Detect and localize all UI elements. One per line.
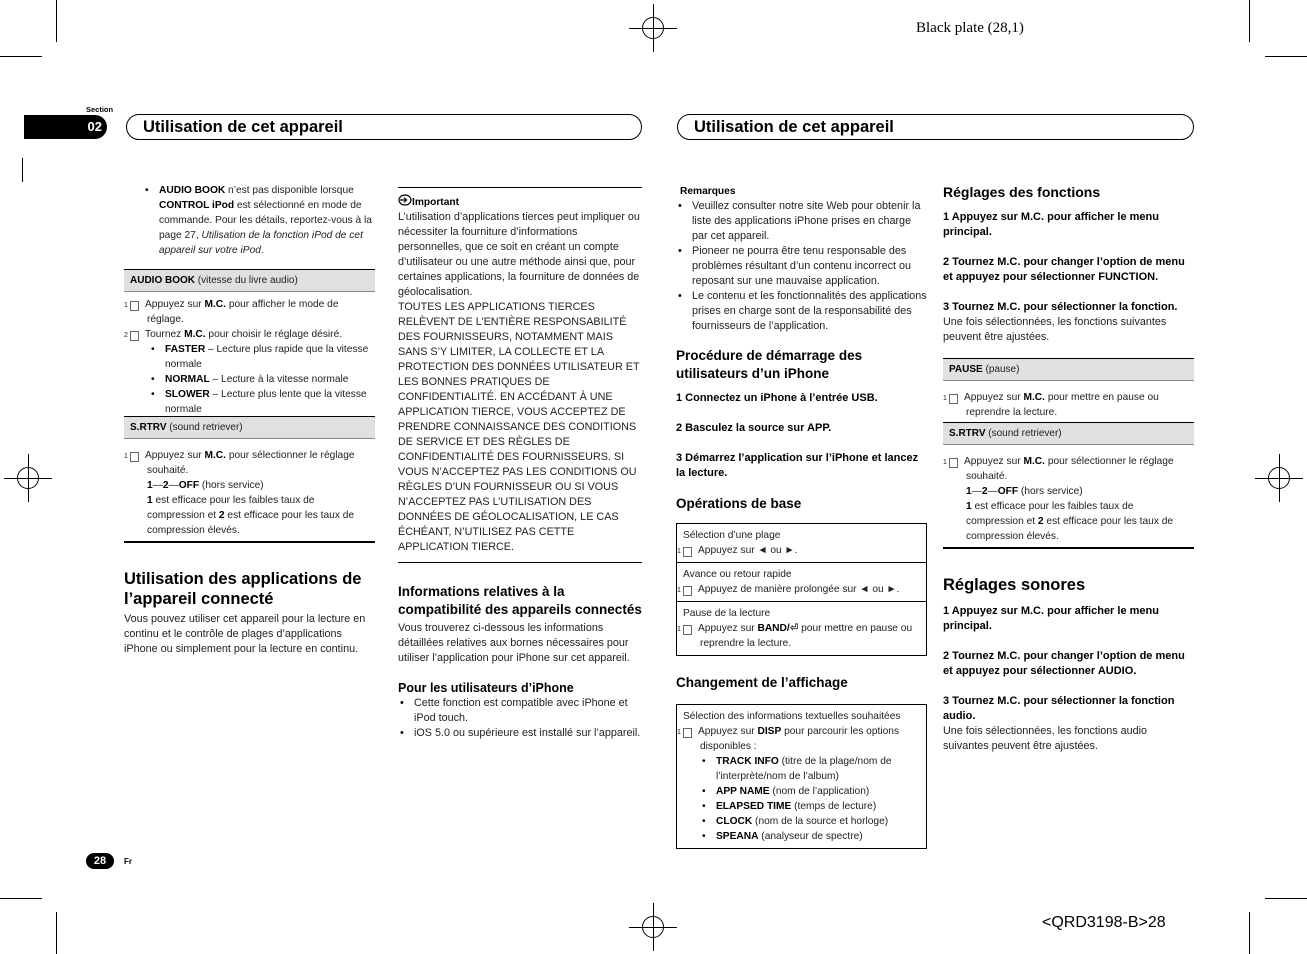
audiobook-term: AUDIO BOOK: [159, 185, 226, 196]
functions-heading: Réglages des fonctions: [943, 184, 1101, 200]
step-number-icon: 1: [683, 547, 692, 557]
disp-term: DISP: [757, 726, 782, 737]
explanation-text: est efficace pour les taux de compression élevés.: [147, 510, 355, 536]
registration-mark-icon: [17, 467, 39, 489]
option-term: FASTER: [165, 344, 206, 355]
srtrv-body: [124, 439, 375, 540]
functions-step-2: 2 Tournez M.C. pour changer l’option de menu et appuyez pour sélectionner FUNCTION.: [943, 256, 1185, 283]
column-2: [398, 187, 642, 741]
option-item: [149, 342, 375, 372]
audiobook-step-1: [124, 297, 375, 327]
audio-text: Une fois sélectionnées, les fonctions audio suivantes peuvent être ajustées.: [943, 724, 1148, 752]
srtrv-step: [943, 454, 1194, 484]
op-title: Sélection d’une plage: [683, 530, 781, 541]
mc-term: M.C.: [184, 329, 206, 340]
divider: [124, 541, 375, 543]
important-icon: [398, 194, 410, 205]
control-ipod-term: CONTROL iPod: [159, 200, 235, 211]
audio-heading: Réglages sonores: [943, 575, 1086, 594]
registration-mark-icon: [642, 17, 664, 39]
audiobook-note: [143, 183, 375, 258]
display-option: [700, 754, 920, 784]
value: 2: [981, 486, 988, 497]
step-number-icon: 1: [130, 452, 139, 462]
crop-mark: [1265, 56, 1307, 57]
separator: —: [152, 480, 163, 491]
separator: —: [168, 480, 179, 491]
value: 1: [966, 501, 972, 512]
step-number-icon: 1: [683, 728, 692, 738]
step-number-icon: 1: [949, 394, 958, 404]
display-option: [700, 799, 920, 814]
step-text: pour afficher le mode de réglage.: [147, 299, 339, 325]
note-item: • Le contenu et les fonctionnalités des applications prises en charge sont de la responsabilité des fournisseurs de l’application.: [676, 289, 927, 334]
audiobook-body: [124, 292, 375, 417]
mc-term: M.C.: [204, 299, 226, 310]
important-text: L’utilisation d’applications tierces peut impliquer ou nécessiter la fourniture d’informations personnelles, que ce soit en créant un compte d’utilisateur ou une autre méthode ainsi que, pour certaines applications, la fourniture de données de géolocalisation.: [398, 211, 640, 298]
op-text: Appuyez de manière prolongée sur ◄ ou ►.: [698, 584, 900, 595]
srtrv-header-desc: (sound retriever): [985, 428, 1062, 439]
apps-text: Vous pouvez utiliser cet appareil pour la lecture en continu et le contrôle de plages d’applications iPhone ou simplement pour la lecture en continu.: [124, 612, 366, 655]
startup-heading: Procédure de démarrage des utilisateurs d’un iPhone: [676, 348, 863, 381]
crop-mark: [1249, 912, 1250, 954]
display-step: [677, 724, 920, 754]
value: 1: [966, 486, 972, 497]
separator: —: [987, 486, 998, 497]
column-4: [943, 183, 1194, 754]
value-desc: (hors service): [199, 480, 264, 491]
srtrv-explanation: [130, 493, 375, 538]
basic-ops-heading: Opérations de base: [676, 496, 802, 511]
note-text: est sélectionné en mode de commande. Pour les détails, reportez-vous à la page 27,: [159, 200, 372, 241]
note-item: • Pioneer ne pourra être tenu responsable des problèmes résultant d’un contenu incorrect ou reposant sur une mauvaise application.: [676, 244, 927, 289]
value: 2: [218, 510, 225, 521]
value: 1: [147, 480, 153, 491]
audiobook-header-term: AUDIO BOOK: [130, 275, 195, 286]
crop-mark: [22, 158, 23, 182]
important-caps-text: TOUTES LES APPLICATIONS TIERCES RELÈVENT DE L’ENTIÈRE RESPONSABILITÉ DES FOURNISSEURS, NOTAMMENT MAIS SANS S’Y LIMITER, LA COLLECTE ET LA PROTECTION DES DONNÉES UTILISATEUR ET LES BONNES PRATIQUES DE CONFIDENTIALITÉ. EN ACCÉDANT À UNE APPLICATION TIERCE, VOUS ACCEPTEZ DE PRENDRE CONNAISSANCE DES CONDITIONS DE SERVICE ET DES RÈGLES DE CONFIDENTIALITÉ DES FOURNISSEURS. SI VOUS N’ACCEPTEZ PAS LES CONDITIONS OU RÈGLES D’UN FOURNISSEUR OU SI VOUS N’ACCEPTEZ PAS L’UTILISATION DES DONNÉES DE GÉOLOCALISATION, LE CAS ÉCHÉANT, N’UTILISEZ PAS CETTE APPLICATION TIERCE.: [398, 301, 640, 553]
column-1: [124, 183, 375, 657]
display-option: [700, 829, 920, 844]
iphone-bullet: • iOS 5.0 ou supérieure est installé sur l’appareil.: [398, 726, 642, 741]
op-text: Appuyez sur: [698, 623, 758, 634]
crop-mark: [56, 912, 57, 954]
mc-term: M.C.: [204, 450, 226, 461]
value: OFF: [997, 486, 1019, 497]
basic-op-row: [677, 524, 926, 562]
srtrv-header: [943, 422, 1194, 445]
step-text: pour sélectionner le réglage souhaité.: [966, 456, 1174, 482]
doc-code: <QRD3198-B>28: [1042, 914, 1166, 931]
note-text: n’est pas disponible lorsque: [225, 185, 354, 196]
step-text: Appuyez sur: [698, 726, 758, 737]
pause-header-desc: (pause): [982, 364, 1020, 375]
value: 2: [1037, 516, 1044, 527]
op-text: Appuyez sur ◄ ou ►.: [698, 545, 798, 556]
display-heading: Changement de l’affichage: [676, 675, 848, 690]
option-desc: (nom de la source et horloge): [752, 816, 889, 827]
srtrv-header: [124, 416, 375, 439]
option-desc: – Lecture plus lente que la vitesse normale: [165, 389, 367, 415]
op-step: [677, 543, 920, 558]
step-text: Appuyez sur: [964, 392, 1024, 403]
value: 2: [162, 480, 169, 491]
notes-heading: Remarques: [680, 186, 736, 197]
srtrv-body: [943, 445, 1194, 546]
srtrv-header-term: S.RTRV: [949, 428, 986, 439]
option-item: [149, 387, 375, 417]
audio-step-1: 1 Appuyez sur M.C. pour afficher le menu principal.: [943, 604, 1159, 632]
basic-op-row: [677, 562, 926, 601]
basic-ops-table: [676, 523, 927, 656]
pause-body: [943, 381, 1194, 422]
option-desc: – Lecture à la vitesse normale: [209, 374, 349, 385]
crop-mark: [1249, 0, 1250, 42]
band-term: BAND/: [757, 623, 790, 634]
step-text: Appuyez sur: [145, 299, 205, 310]
option-desc: – Lecture plus rapide que la vitesse normale: [165, 344, 369, 370]
audiobook-header: [124, 269, 375, 292]
srtrv-header-term: S.RTRV: [130, 422, 167, 433]
srtrv-values: [949, 484, 1194, 499]
compat-heading: Informations relatives à la compatibilité des appareils connectés: [398, 584, 642, 617]
separator: —: [971, 486, 982, 497]
step-number-icon: 2: [130, 331, 139, 341]
value-desc: (hors service): [1018, 486, 1083, 497]
iphone-bullet: • Cette fonction est compatible avec iPhone et iPod touch.: [398, 696, 642, 726]
option-desc: (nom de l’application): [769, 786, 870, 797]
language-code: Fr: [124, 857, 132, 866]
explanation-text: est efficace pour les faibles taux de compression et: [147, 495, 315, 521]
apps-heading: Utilisation des applications de l’appareil connecté: [124, 569, 362, 608]
page-title-left: Utilisation de cet appareil: [126, 114, 642, 140]
option-term: APP NAME: [716, 786, 770, 797]
divider: [943, 547, 1194, 549]
value: OFF: [178, 480, 200, 491]
note-item: • Veuillez consulter notre site Web pour obtenir la liste des applications iPhone prises en charge par cet appareil.: [676, 199, 927, 244]
display-table: [676, 704, 927, 849]
column-3: [676, 184, 927, 849]
registration-mark-icon: [642, 916, 664, 938]
functions-text: Une fois sélectionnées, les fonctions suivantes peuvent être ajustées.: [943, 316, 1167, 343]
op-text: pour mettre en pause ou reprendre la lecture.: [700, 623, 913, 649]
audiobook-step-2: [124, 327, 375, 342]
op-step: [677, 582, 920, 597]
crop-mark: [0, 898, 42, 899]
option-desc: (temps de lecture): [791, 801, 877, 812]
step-text: pour choisir le réglage désiré.: [205, 329, 343, 340]
pause-header: [943, 358, 1194, 381]
op-step: [677, 621, 920, 651]
option-term: SLOWER: [165, 389, 210, 400]
mc-term: M.C.: [1023, 392, 1045, 403]
step-number-icon: 1: [683, 625, 692, 635]
return-icon: ⏎: [789, 623, 799, 634]
crop-mark: [0, 56, 42, 57]
startup-step-1: 1 Connectez un iPhone à l’entrée USB.: [676, 392, 878, 404]
display-option: [700, 814, 920, 829]
note-text: .: [260, 245, 264, 256]
plate-label: Black plate (28,1): [916, 20, 1024, 36]
audio-step-2: 2 Tournez M.C. pour changer l’option de menu et appuyez pour sélectionner AUDIO.: [943, 649, 1185, 677]
step-text: pour parcourir les options disponibles :: [700, 726, 900, 752]
step-number-icon: 1: [130, 301, 139, 311]
option-term: NORMAL: [165, 374, 210, 385]
mc-term: M.C.: [1023, 456, 1045, 467]
pause-header-term: PAUSE: [949, 364, 983, 375]
startup-step-2: 2 Basculez la source sur APP.: [676, 422, 832, 434]
functions-step-3: 3 Tournez M.C. pour sélectionner la fonction.: [943, 301, 1178, 313]
srtrv-step-1: [124, 448, 375, 478]
divider: [398, 562, 642, 563]
step-text: pour mettre en pause ou reprendre la lecture.: [966, 392, 1159, 418]
page-number: 28: [86, 853, 114, 869]
option-term: CLOCK: [716, 816, 753, 827]
audiobook-header-desc: (vitesse du livre audio): [195, 275, 298, 286]
registration-mark-icon: [1268, 467, 1290, 489]
pause-step: [943, 390, 1194, 420]
option-term: ELAPSED TIME: [716, 801, 792, 812]
startup-step-3: 3 Démarrez l’application sur l’iPhone et lancez la lecture.: [676, 452, 919, 479]
step-text: Appuyez sur: [145, 450, 205, 461]
op-title: Avance ou retour rapide: [683, 569, 792, 580]
step-number-icon: 1: [683, 586, 692, 596]
option-term: TRACK INFO: [716, 756, 779, 767]
step-text: pour sélectionner le réglage souhaité.: [147, 450, 355, 476]
explanation-text: est efficace pour les faibles taux de compression et: [966, 501, 1134, 527]
op-title: Pause de la lecture: [683, 608, 771, 619]
important-label: Important: [412, 197, 459, 208]
functions-step-1: 1 Appuyez sur M.C. pour afficher le menu principal.: [943, 211, 1159, 238]
cross-reference: Utilisation de la fonction iPod de cet appareil sur votre iPod: [159, 230, 363, 256]
page-title-right: Utilisation de cet appareil: [677, 114, 1194, 140]
srtrv-values: [130, 478, 375, 493]
section-number: 02: [24, 115, 107, 139]
display-title: Sélection des informations textuelles souhaitées: [683, 711, 901, 722]
option-term: SPEANA: [716, 831, 759, 842]
display-row: [677, 705, 926, 848]
option-desc: (titre de la plage/nom de l’interprète/nom de l’album): [716, 756, 892, 782]
crop-mark: [56, 0, 57, 42]
explanation-text: est efficace pour les taux de compression élevés.: [966, 516, 1174, 542]
important-heading: [398, 194, 642, 210]
option-desc: (analyseur de spectre): [758, 831, 863, 842]
step-text: Tournez: [145, 329, 185, 340]
display-option: [700, 784, 920, 799]
audio-step-3: 3 Tournez M.C. pour sélectionner la fonction audio.: [943, 694, 1175, 722]
compat-text: Vous trouverez ci-dessous les informations détaillées relatives aux bornes nécessaires pour utiliser l’application pour iPhone sur cet appareil.: [398, 622, 630, 664]
basic-op-row: [677, 601, 926, 655]
step-text: Appuyez sur: [964, 456, 1024, 467]
crop-mark: [1265, 898, 1307, 899]
srtrv-explanation: [949, 499, 1194, 544]
srtrv-header-desc: (sound retriever): [166, 422, 243, 433]
divider: [398, 187, 642, 188]
iphone-users-heading: Pour les utilisateurs d’iPhone: [398, 681, 574, 695]
step-number-icon: 1: [949, 458, 958, 468]
option-item: [149, 372, 375, 387]
section-label: Section: [86, 105, 114, 114]
value: 1: [147, 495, 153, 506]
